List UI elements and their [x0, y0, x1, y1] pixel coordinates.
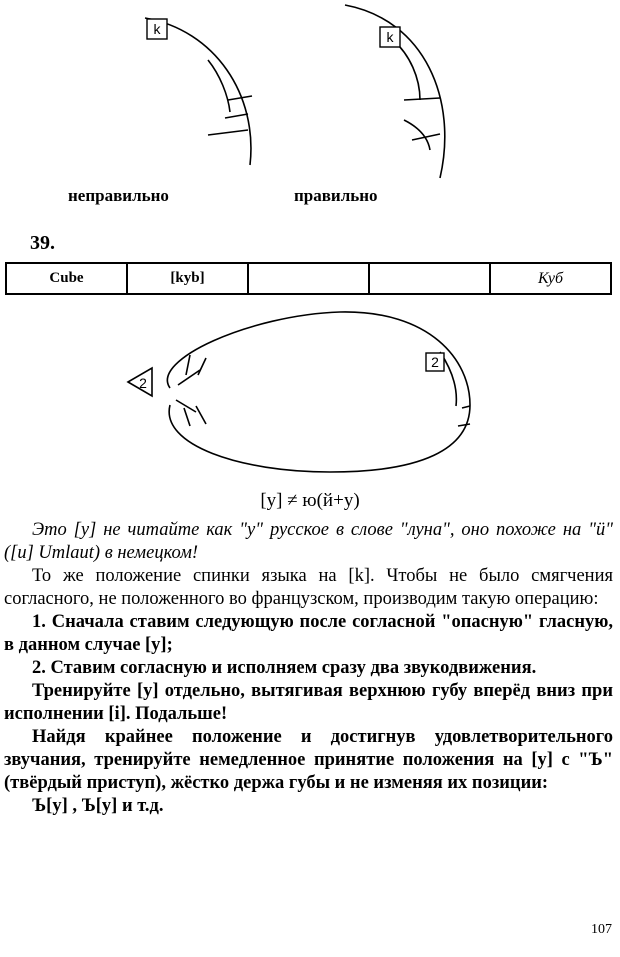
paragraph-step-2: 2. Ставим согласную и исполняем сразу два звукодвижения.	[32, 658, 537, 678]
body-text	[4, 519, 613, 818]
table-row	[6, 263, 611, 294]
sound-formula: [y] ≠ ю(й+у)	[260, 490, 360, 511]
label-correct: правильно	[294, 186, 378, 205]
mouth-outline	[167, 312, 470, 472]
mouth-diagram	[0, 300, 620, 490]
table-cell-word: Cube	[6, 263, 127, 294]
table-cell-translation: Куб	[490, 263, 611, 294]
paragraph-note: Это [y] не читайте как "у" русское в слове "луна", оно похоже на "ü" ([u] Umlaut) в немецком!	[4, 520, 613, 563]
exercise-number: 39.	[30, 232, 55, 254]
wrong-tongue-diagram	[145, 18, 252, 165]
marker-2-right: 2	[431, 354, 439, 370]
table-cell-transcription: [kyb]	[127, 263, 248, 294]
label-incorrect: неправильно	[68, 186, 169, 205]
table-cell-empty	[248, 263, 369, 294]
paragraph: То же положение спинки языка на [k]. Чтобы не было смягчения согласного, не положенного во французском, производим такую операцию:	[4, 566, 613, 609]
paragraph-exercise: Тренируйте [y] отдельно, вытягивая верхнюю губу вперёд вниз при исполнении [i]. Подальше!	[4, 681, 613, 724]
k-marker-left-text: k	[153, 21, 161, 37]
paragraph-example: Ъ[y] , Ъ[y] и т.д.	[32, 796, 164, 816]
tongue-diagrams	[0, 0, 620, 215]
word-table	[5, 262, 612, 295]
page-number: 107	[591, 922, 612, 937]
marker-2-left: 2	[139, 375, 147, 391]
paragraph-step-1: 1. Сначала ставим следующую после согласной "опасную" гласную, в данном случае [y];	[4, 612, 613, 655]
k-marker-right-text: k	[386, 29, 394, 45]
paragraph-exercise: Найдя крайнее положение и достигнув удовлетворительного звучания, тренируйте немедленное принятие положения на [y] с "Ъ" (твёрдый приступ), жёстко держа губы и не изменяя их позиции:	[4, 727, 613, 793]
table-cell-empty	[369, 263, 490, 294]
